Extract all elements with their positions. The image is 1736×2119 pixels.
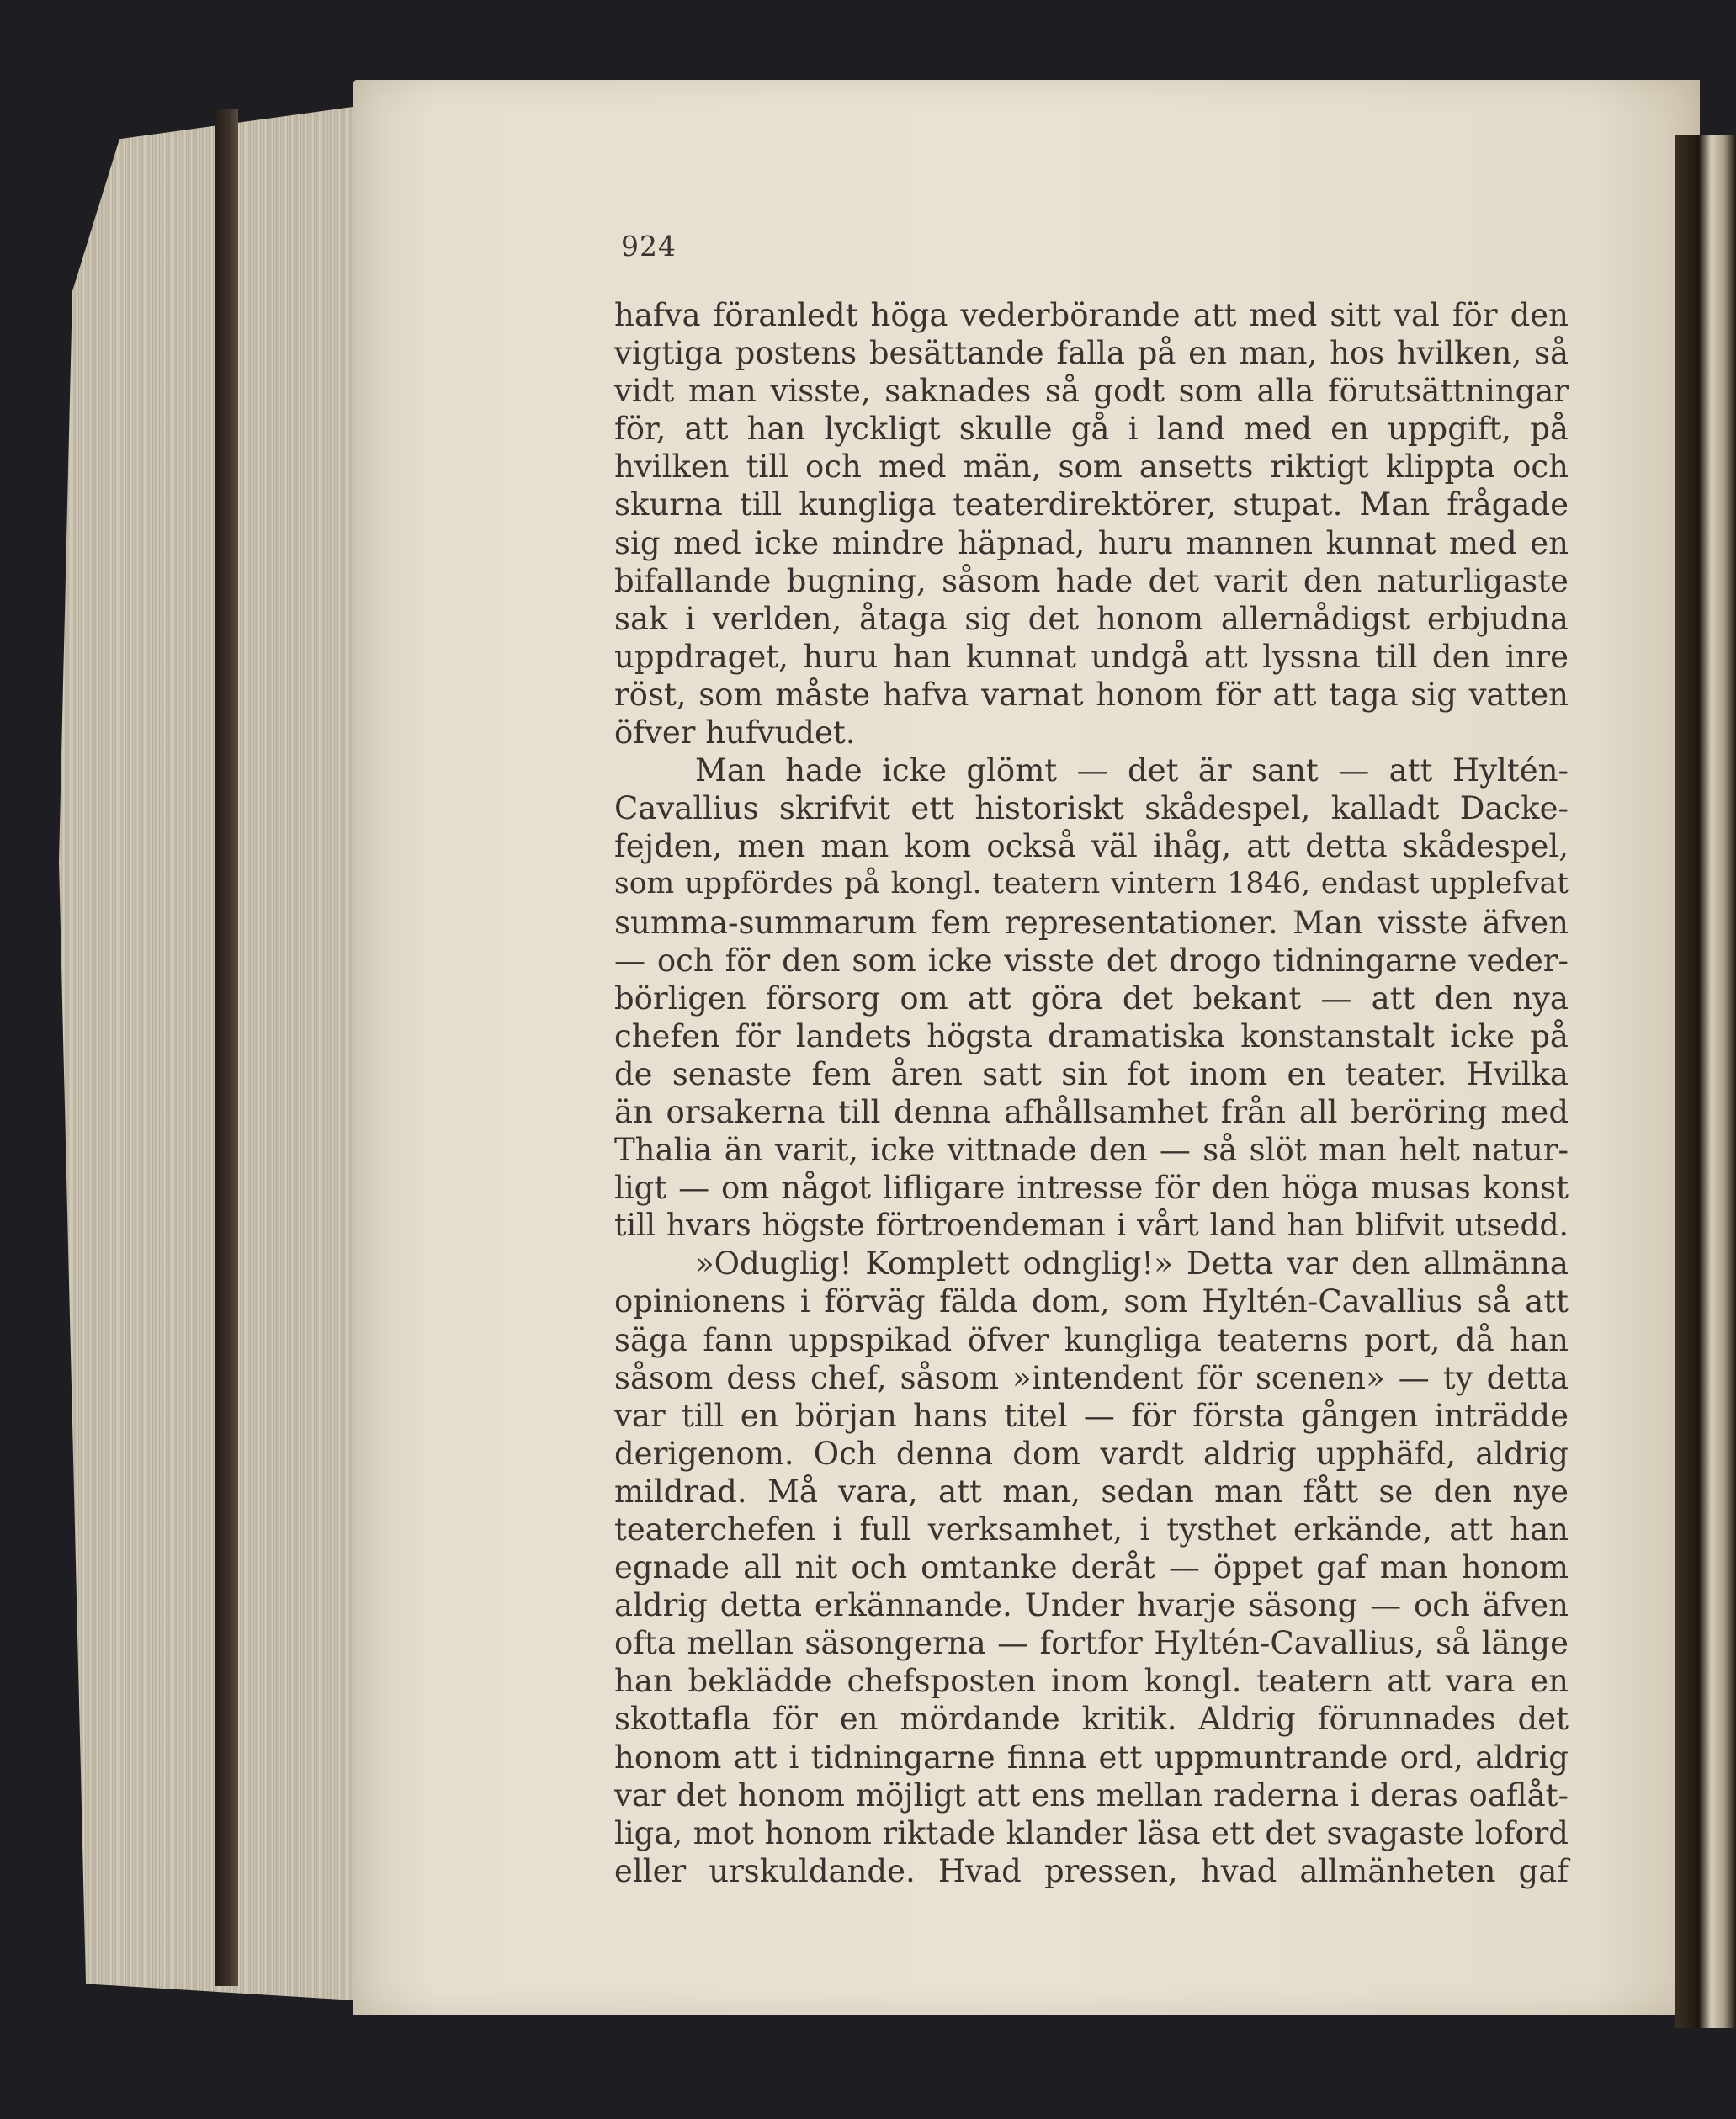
text-line: sig med icke mindre häpnad, huru mannen kunnat med en bbox=[614, 524, 1569, 561]
text-line: börligen försorg om att göra det bekant — att den nya bbox=[614, 980, 1569, 1017]
text-line: derigenom. Och denna dom vardt aldrig upphäfd, aldrig bbox=[614, 1435, 1569, 1472]
text-line: sak i verlden, åtaga sig det honom allernådigst erbjudna bbox=[614, 600, 1569, 637]
text-line: honom att i tidningarne finna ett uppmuntrande ord, aldrig bbox=[614, 1739, 1569, 1776]
text-line: aldrig detta erkännande. Under hvarje säsong — och äfven bbox=[614, 1587, 1569, 1624]
text-line: teaterchefen i full verksamhet, i tysthet erkände, att han bbox=[614, 1511, 1569, 1548]
text-line: säga fann uppspikad öfver kungliga teaterns port, då han bbox=[614, 1321, 1569, 1358]
text-line: opinionens i förväg fälda dom, som Hyltén-Cavallius så att bbox=[614, 1283, 1569, 1320]
paragraph-start-line: »Oduglig! Komplett odnglig!» Detta var den allmänna bbox=[695, 1245, 1569, 1283]
text-line: för, att han lyckligt skulle gå i land med en uppgift, på bbox=[614, 411, 1569, 448]
text-line: var det honom möjligt att ens mellan raderna i deras oaflåt- bbox=[614, 1776, 1569, 1814]
text-line: röst, som måste hafva varnat honom för att taga sig vatten bbox=[614, 676, 1569, 713]
text-line: fejden, men man kom också väl ihåg, att detta skådespel, bbox=[614, 828, 1569, 865]
text-line: han beklädde chefsposten inom kongl. teatern att vara en bbox=[614, 1663, 1569, 1700]
text-line: uppdraget, huru han kunnat undgå att lyssna till den inre bbox=[614, 638, 1569, 675]
text-line: eller urskuldande. Hvad pressen, hvad allmänheten gaf bbox=[614, 1852, 1569, 1889]
page-number: 924 bbox=[621, 230, 677, 263]
paragraph-start-line: Man hade icke glömt — det är sant — att Hyltén- bbox=[695, 752, 1569, 789]
text-line: liga, mot honom riktade klander läsa ett det svagaste loford bbox=[614, 1814, 1569, 1851]
text-line: till hvars högste förtroendeman i vårt land han blifvit utsedd. bbox=[614, 1208, 1569, 1244]
text-line: ofta mellan säsongerna — fortfor Hyltén-Cavallius, så länge bbox=[614, 1625, 1569, 1662]
text-line: — och för den som icke visste det drogo tidningarne veder- bbox=[614, 942, 1569, 979]
text-line: skottafla för en mördande kritik. Aldrig förunnades det bbox=[614, 1701, 1569, 1738]
text-line: de senaste fem åren satt sin fot inom en teater. Hvilka bbox=[614, 1055, 1569, 1092]
text-line: bifallande bugning, såsom hade det varit den naturligaste bbox=[614, 562, 1569, 599]
text-line: egnade all nit och omtanke deråt — öppet gaf man honom bbox=[614, 1549, 1569, 1586]
text-line: som uppfördes på kongl. teatern vintern 1846, endast upplefvat bbox=[614, 867, 1569, 901]
right-page-edge bbox=[1675, 135, 1736, 2028]
text-line: hafva föranledt höga vederbörande att med sitt val för den bbox=[614, 297, 1569, 333]
text-line: skurna till kungliga teaterdirektörer, stupat. Man frågade bbox=[614, 486, 1569, 523]
text-line: var till en början hans titel — för första gången inträdde bbox=[614, 1397, 1569, 1434]
spine-shadow bbox=[215, 109, 238, 1986]
text-line: Cavallius skrifvit ett historiskt skådespel, kalladt Dacke- bbox=[614, 790, 1569, 827]
text-line: Thalia än varit, icke vittnade den — så slöt man helt natur- bbox=[614, 1132, 1569, 1169]
text-line: öfver hufvudet. bbox=[614, 714, 856, 751]
text-line: vidt man visste, saknades så godt som alla förutsättningar bbox=[614, 373, 1569, 410]
text-line: såsom dess chef, såsom »intendent för scenen» — ty detta bbox=[614, 1359, 1569, 1396]
text-line: vigtiga postens besättande falla på en man, hos hvilken, så bbox=[614, 335, 1569, 372]
text-line: summa-summarum fem representationer. Man visste äfven bbox=[614, 904, 1569, 941]
text-line: chefen för landets högsta dramatiska konstanstalt icke på bbox=[614, 1017, 1569, 1054]
text-line: ligt — om något lifligare intresse för den höga musas konst bbox=[614, 1170, 1569, 1207]
body-text bbox=[614, 296, 1569, 1890]
text-line: mildrad. Må vara, att man, sedan man fått se den nye bbox=[614, 1473, 1569, 1510]
text-line: än orsakerna till denna afhållsamhet från all beröring med bbox=[614, 1093, 1569, 1130]
text-line: hvilken till och med män, som ansetts riktigt klippta och bbox=[614, 449, 1569, 486]
